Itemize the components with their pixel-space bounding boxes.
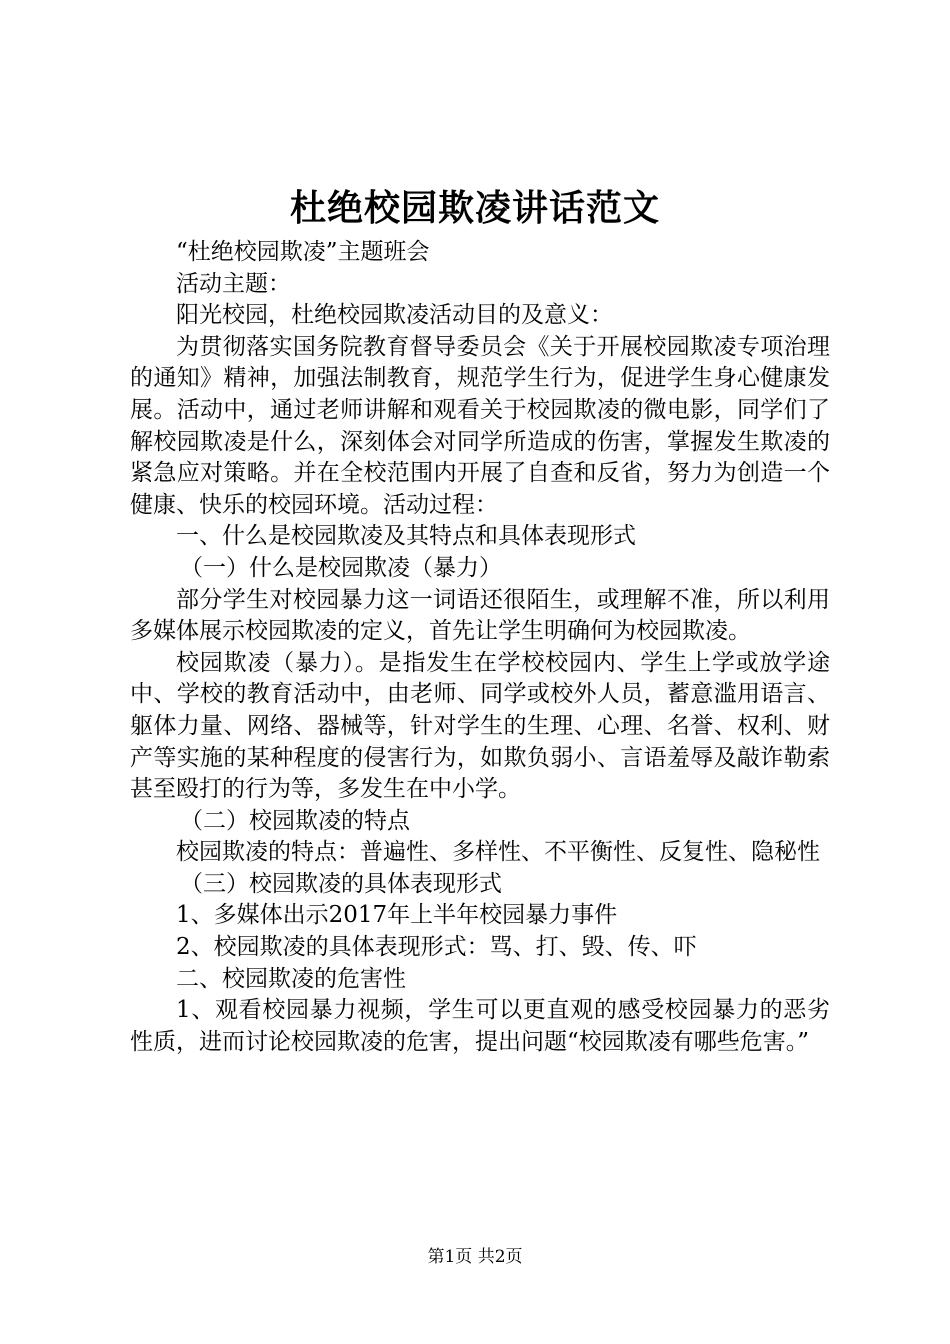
paragraph-definition: 校园欺凌（暴力）。是指发生在学校校园内、学生上学或放学途中、学校的教育活动中，由老师、同学或校外人员，蓄意滥用语言、躯体力量、网络、器械等，针对学生的生理、心理、名誉、权利、财产等实施的某种程度的侵害行为，如欺负弱小、言语羞辱及敲诈勒索甚至殴打的行为等，多发生在中小学。 [130, 649, 830, 803]
paragraph-unfamiliar-term: 部分学生对校园暴力这一词语还很陌生，或理解不准，所以利用多媒体展示校园欺凌的定义，首先让学生明确何为校园欺凌。 [130, 586, 830, 645]
heading-subsection-1: （一）什么是校园欺凌（暴力） [180, 554, 502, 581]
heading-subsection-3: （三）校园欺凌的具体表现形式 [180, 870, 502, 897]
paragraph-activity-theme-label: 活动主题： [176, 270, 291, 297]
paragraph-purpose-detail: 为贯彻落实国务院教育督导委员会《关于开展校园欺凌专项治理的通知》精神，加强法制教育，规范学生行为，促进学生身心健康发展。活动中，通过老师讲解和观看关于校园欺凌的微电影，同学们了解校园欺凌是什么，深刻体会对同学所造成的伤害，掌握发生欺凌的紧急应对策略。并在全校范围内开展了自查和反省，努力为创造一个健康、快乐的校园环境。活动过程： [130, 333, 830, 518]
paragraph-class-meeting-theme: “杜绝校园欺凌”主题班会 [176, 239, 430, 265]
document-body [130, 237, 830, 1058]
heading-section-2: 二、校园欺凌的危害性 [176, 965, 406, 992]
paragraph-characteristics: 校园欺凌的特点：普遍性、多样性、不平衡性、反复性、隐秘性 [176, 839, 820, 866]
list-item-1: 1、多媒体出示2017年上半年校园暴力事件 [176, 902, 618, 929]
list-item-2: 2、校园欺凌的具体表现形式：骂、打、毁、传、吓 [176, 934, 697, 961]
paragraph-harm-video: 1、观看校园暴力视频，学生可以更直观的感受校园暴力的恶劣性质，进而讨论校园欺凌的危害，提出问题“校园欺凌有哪些危害。” [130, 997, 830, 1055]
heading-section-1: 一、什么是校园欺凌及其特点和具体表现形式 [176, 523, 636, 550]
page-footer: 第1页 共2页 [427, 1247, 523, 1267]
paragraph-activity-purpose: 阳光校园，杜绝校园欺凌活动目的及意义： [176, 302, 613, 329]
document-title: 杜绝校园欺凌讲话范文 [289, 187, 660, 229]
heading-subsection-2: （二）校园欺凌的特点 [180, 807, 410, 834]
